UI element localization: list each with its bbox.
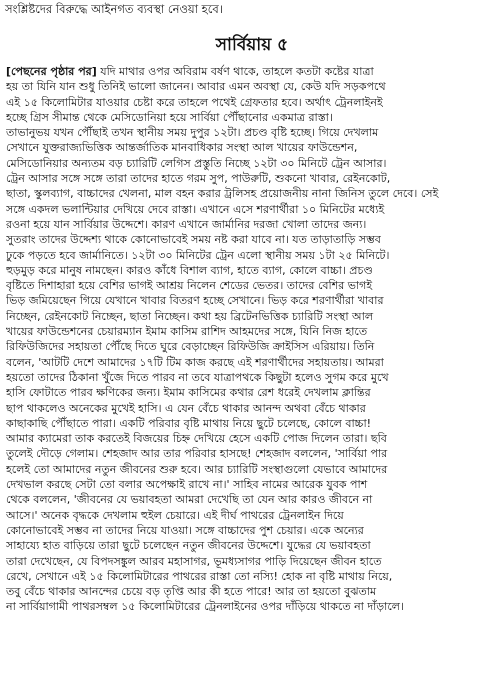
article-line: ভিড় জমিয়েছেন গিয়ে যেখানে খাবার বিতরণ হচ্ছে সেখানে। ভিড় করে শরণার্থীরা খাবার <box>6 294 384 308</box>
article-line: হয়তো তাদের ঠিকানা খুঁজে দিতে পারব না তবে যাত্রাপথকে কিছুটা হলেও সুগম করে মুখে <box>6 370 389 384</box>
article-line: ট্রেন আসার সঙ্গে সঙ্গে তারা তাদের হাতে গরম সুপ, পাউরুটি, শুকনো খাবার, রেইনকোট, <box>6 172 391 186</box>
article-line: সাহায্যে হাত বাড়িয়ে তারা ছুটে চলেছেন নতুন জীবনের উদ্দেশে। যুদ্ধের যে ভয়াবহতা <box>6 539 371 553</box>
article-line: খায়ের ফাউন্ডেশনের চেয়ারম্যান ইমাম কাসিম রাশিদ আহমদের সঙ্গে, যিনি নিজ হাতে <box>6 325 368 339</box>
article-line: হয় তা যিনি যান শুধু তিনিই ভালো জানেন। আবার এমন অবস্থা যে, কেউ যদি সড়কপথে <box>6 80 386 94</box>
article-line: রেখে, সেখানে এই ১৫ কিলোমিটারের পাথরের রাস্তা তো নস্যি! হোক না বৃষ্টি মাথায় নিয়ে, <box>6 569 393 583</box>
article-line: নিচ্ছেন, রেইনকোট নিচ্ছেন, ছাতা নিচ্ছেন। কথা হয় ব্রিটেনভিত্তিক চ্যারিটি সংস্থা আল <box>6 309 374 323</box>
article-line: সুতরাং তাদের উদ্দেশ্য থাকে কোনোভাবেই সময় নষ্ট করা যাবে না। যত তাড়াতাড়ি সম্ভব <box>6 233 381 247</box>
article-line: দেখভাল করছে সেটা তো বলার অপেক্ষাই রাখে না।' সাহিব নামের আরেক যুবক পাশ <box>6 478 368 492</box>
continued-from-tag: [পেছনের পৃষ্ঠার পর] <box>6 65 97 78</box>
article-line: সঙ্গে একদল ভলান্টিয়ার দেখিয়ে দেবে রাস্তা। এখানে এসে শরণার্থীরা ১০ মিনিটের মধ্যেই <box>6 202 385 216</box>
article-line: বৃষ্টিতে দিশাহারা হয়ে বেশির ভাগই আশ্রয় নিলেন শেডের ভেতর। তাদের বেশির ভাগই <box>6 279 373 293</box>
article-line: বলেন, 'আটটি দেশে আমাদের ১৭টি টিম কাজ করছে এই শরণার্থীদের সহায়তায়। আমরা <box>6 355 384 369</box>
article-line: হাসি ফোটাতে পারব ক্ষণিকের জন্য। ইমাম কাসিমের কথার রেশ ধরেই দেখলাম ক্লান্তির <box>6 386 371 400</box>
article-line-first <box>6 64 498 79</box>
article-line: রিফিউজিদের সহায়তা পৌঁছে দিতে ঘুরে বেড়াচ্ছেন রিফিউজি ক্রাইসিস এরিয়ায়। তিনি <box>6 340 375 354</box>
article-line: ছাতা, স্কুলব্যাগ, বাচ্চাদের খেলনা, মাল বহন করার ট্রলিসহ প্রয়োজনীয় নানা জিনিস তুলে দেবে। সেই <box>6 187 439 201</box>
previous-article-last-line: সংশ্লিষ্টদের বিরুদ্ধে আইনগত ব্যবস্থা নেওয়া হবে। <box>5 2 223 16</box>
article-line: কাছাকাছি পৌঁছাতে পারা। একটি পরিবার বৃষ্টি মাথায় নিয়ে ছুটে চলেছে, কোলে বাচ্চা! <box>6 416 372 430</box>
article-line: ছাপ থাকলেও অনেকের মুখেই হাসি। এ যেন বেঁচে থাকার আনন্দ অথবা বেঁচে থাকার <box>6 401 366 415</box>
article-line: তাভানুভয় যখন পৌঁছাই তখন স্থানীয় সময় দুপুর ১২টা। প্রচণ্ড বৃষ্টি হচ্ছে। গিয়ে দেখলাম <box>6 126 379 140</box>
article-line: থেকে বললেন, 'জীবনের যে ভয়াবহতা আমরা দেখেছি তা যেন আর কারও জীবনে না <box>6 493 373 507</box>
article-line: সেখানে যুক্তরাজ্যভিত্তিক আন্তর্জাতিক মানবাধিকার সংস্থা আল খায়ের ফাউন্ডেশন, <box>6 141 358 155</box>
article-line: আমার ক্যামেরা তাক করতেই বিজয়ের চিহ্ন দেখিয়ে হেসে একটি পোজ দিলেন তারা। ছবি <box>6 432 387 446</box>
article-line: হচ্ছে গ্রিস সীমান্ত থেকে মেসিডোনিয়া হয়ে সার্বিয়া পৌঁছানোর একমাত্র রাস্তা। <box>6 110 333 124</box>
article-line: তবু বেঁচে থাকার আনন্দের চেয়ে বড় তৃপ্তি আর কী হতে পারে! আর তা হয়তো বুঝতাম <box>6 585 377 599</box>
article-line: ঢুকে পড়তে হবে জার্মানিতে। ১২টা ৩০ মিনিটের ট্রেন এলো স্থানীয় সময় ১টা ২৫ মিনিটে। <box>6 248 390 262</box>
article-line: হুড়মুড় করে মানুষ নামছেন। কারও কাঁধে বিশাল ব্যাগ, হাতে ব্যাগ, কোলে বাচ্চা। প্রচণ্ড <box>6 263 373 277</box>
article-line: না সার্বিয়াগামী পাথরসম্বল ১৫ কিলোমিটারের ট্রেনলাইনের ওপর দাঁড়িয়ে থাকতে না দাঁড়ালে। <box>6 600 404 614</box>
article-line: হলেই তো আমাদের নতুন জীবনের শুরু হবে। আর চ্যারিটি সংস্থাগুলো যেভাবে আমাদের <box>6 462 388 476</box>
article-line: রওনা হয়ে যান সার্বিয়ার উদ্দেশে। কারণ এখানে জার্মানির দরজা খোলা তাদের জন্য। <box>6 217 367 231</box>
article-line: তারা দেখেছেন, যে বিপদসঙ্কুল আরব মহাসাগর, ভূমধ্যসাগর পাড়ি দিয়েছেন জীবন হাতে <box>6 554 382 568</box>
article-line: এই ১৫ কিলোমিটার যাওয়ার চেষ্টা করে তাহলে পথেই গ্রেফতার হবে। অর্থাৎ ট্রেনলাইনই <box>6 95 383 109</box>
article-headline: সার্বিয়ায় ৫ <box>215 35 289 55</box>
article-line-text: যদি মাথার ওপর অবিরাম বর্ষণ থাকে, তাহলে কতটা কষ্টের যাত্রা <box>96 65 374 78</box>
article-line: তুলেই দৌড়ে গেলাম। শেহজাদ আর তার পরিবার হাসছে! শেহজাদ বললেন, 'সার্বিয়া পার <box>6 447 388 461</box>
article-line: কোনোভাবেই সম্ভব না তাদের নিয়ে যাওয়া। সঙ্গে বাচ্চাদের পুশ চেয়ার। একে অন্যের <box>6 523 364 537</box>
article-body <box>6 64 498 615</box>
article-line: মেসিডোনিয়ার অন্যতম বড় চ্যারিটি লেগিস প্রস্তুতি নিচ্ছে ১২টা ৩০ মিনিটে ট্রেন আসার। <box>6 156 387 170</box>
article-line: আসে।' অনেক বৃদ্ধকে দেখলাম হুইল চেয়ারে। এই দীর্ঘ পাথরের ট্রেনলাইন দিয়ে <box>6 508 344 522</box>
